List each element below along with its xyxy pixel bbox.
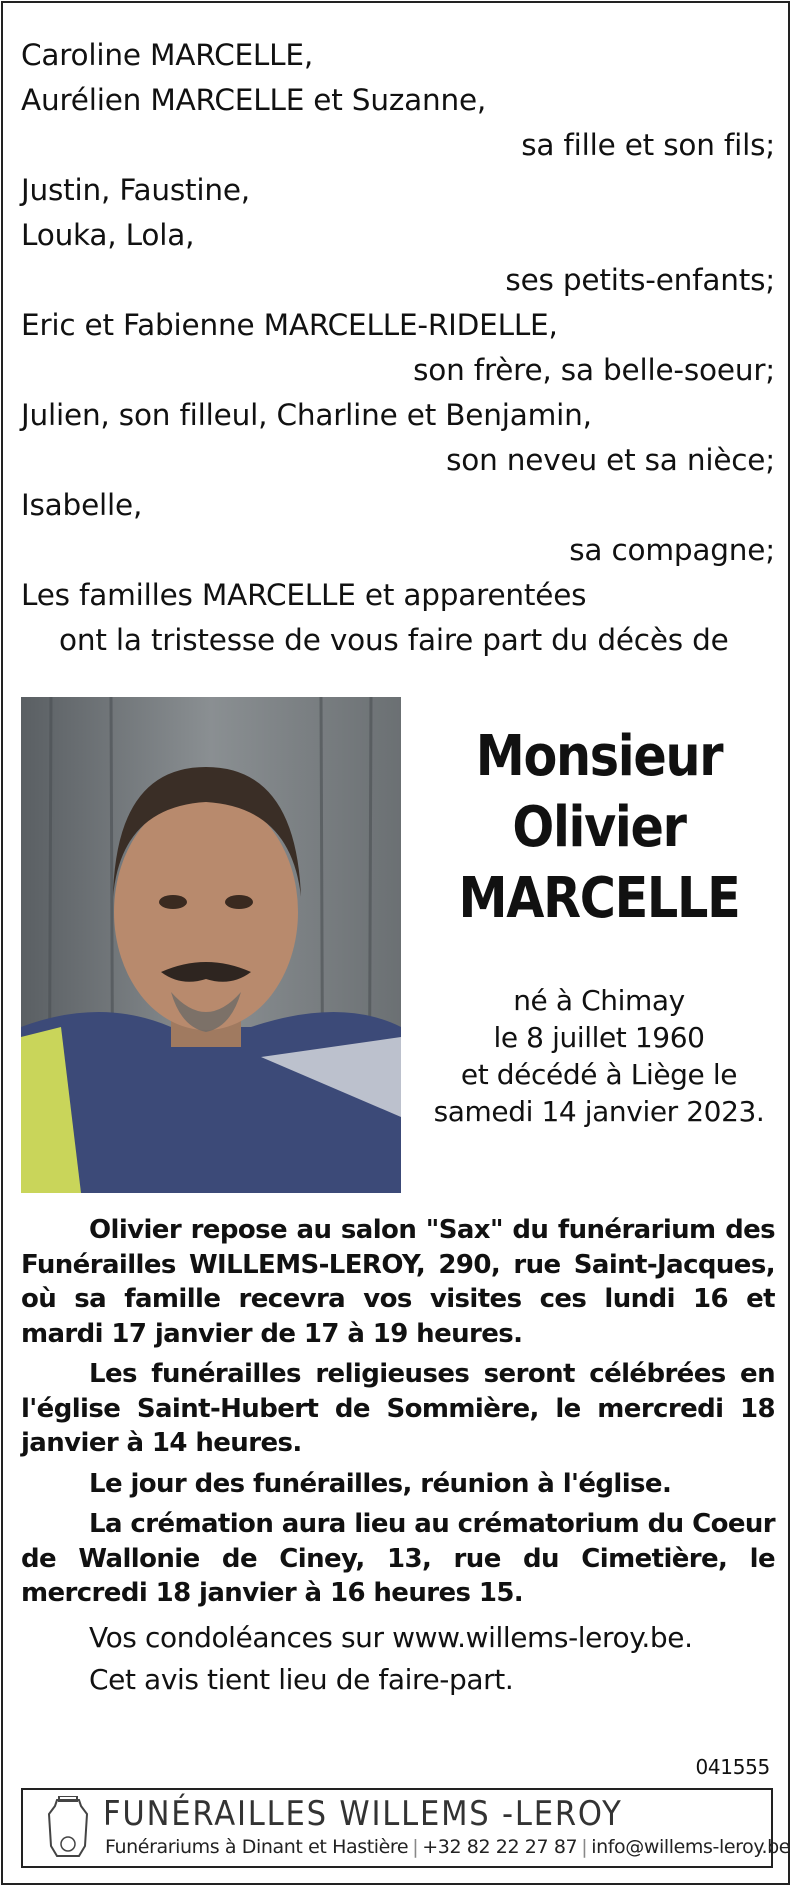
cremation-paragraph: La crémation aura lieu au crématorium du Coeur de Wallonie de Ciney, 13, rue du Cimetière, le mercredi 18 janvier à 16 heures 15. [21,1509,775,1608]
ceremony-paragraph: Les funérailles religieuses seront célébrées en l'église Saint-Hubert de Sommière, le mercredi 18 janvier à 14 heures. [21,1359,775,1458]
separator: | [412,1836,419,1858]
reference-number: 041555 [695,1755,770,1779]
family-list [21,33,775,663]
condolences-text: Vos condoléances sur www.willems-leroy.be. [89,1620,693,1654]
family-line: Les familles MARCELLE et apparentées [21,578,587,612]
family-line: ont la tristesse de vous faire part du décès de [59,623,729,657]
deceased-name-block [423,721,775,1130]
urn-icon [43,1796,93,1862]
birth-death-dates [423,982,775,1130]
family-line: ses petits-enfants; [505,263,775,297]
meeting-paragraph: Le jour des funérailles, réunion à l'église. [89,1468,672,1499]
family-line: Aurélien MARCELLE et Suzanne, [21,83,487,117]
separator: | [581,1836,588,1858]
date-line: samedi 14 janvier 2023. [433,1095,765,1128]
notice-text: Cet avis tient lieu de faire-part. [89,1662,514,1696]
family-line: son frère, sa belle-soeur; [413,353,775,387]
phone-text[interactable]: +32 82 22 27 87 [422,1836,578,1858]
funeral-home-banner [21,1788,791,1868]
family-line: Caroline MARCELLE, [21,38,314,72]
family-line: Louka, Lola, [21,218,195,252]
funeral-home-name: FUNÉRAILLES WILLEMS -LEROY [103,1794,623,1834]
obituary-notice [1,1,790,1885]
contact-line [105,1836,790,1858]
family-line: sa fille et son fils; [521,128,775,162]
funeral-details [21,1213,775,1701]
deceased-title: Monsieur [475,724,723,789]
portrait-photo [21,697,401,1193]
visitation-paragraph: Olivier repose au salon "Sax" du funérarium des Funérailles WILLEMS-LEROY, 290, rue Saint-Jacques, où sa famille recevra vos visites ces lundi 16 et mardi 17 janvier de 17 à 19 heures. [21,1215,775,1349]
family-line: son neveu et sa nièce; [446,443,775,477]
family-line: sa compagne; [569,533,775,567]
deceased-last-name: MARCELLE [458,866,740,931]
date-line: né à Chimay [513,984,685,1017]
date-line: le 8 juillet 1960 [493,1021,705,1054]
family-line: Justin, Faustine, [21,173,250,207]
deceased-first-name: Olivier [512,795,686,860]
date-line: et décédé à Liège le [460,1058,738,1091]
family-line: Isabelle, [21,488,143,522]
email-link[interactable]: info@willems-leroy.be [591,1836,791,1858]
family-line: Eric et Fabienne MARCELLE-RIDELLE, [21,308,558,342]
locations-text: Funérariums à Dinant et Hastière [105,1836,409,1858]
family-line: Julien, son filleul, Charline et Benjamin, [21,398,592,432]
